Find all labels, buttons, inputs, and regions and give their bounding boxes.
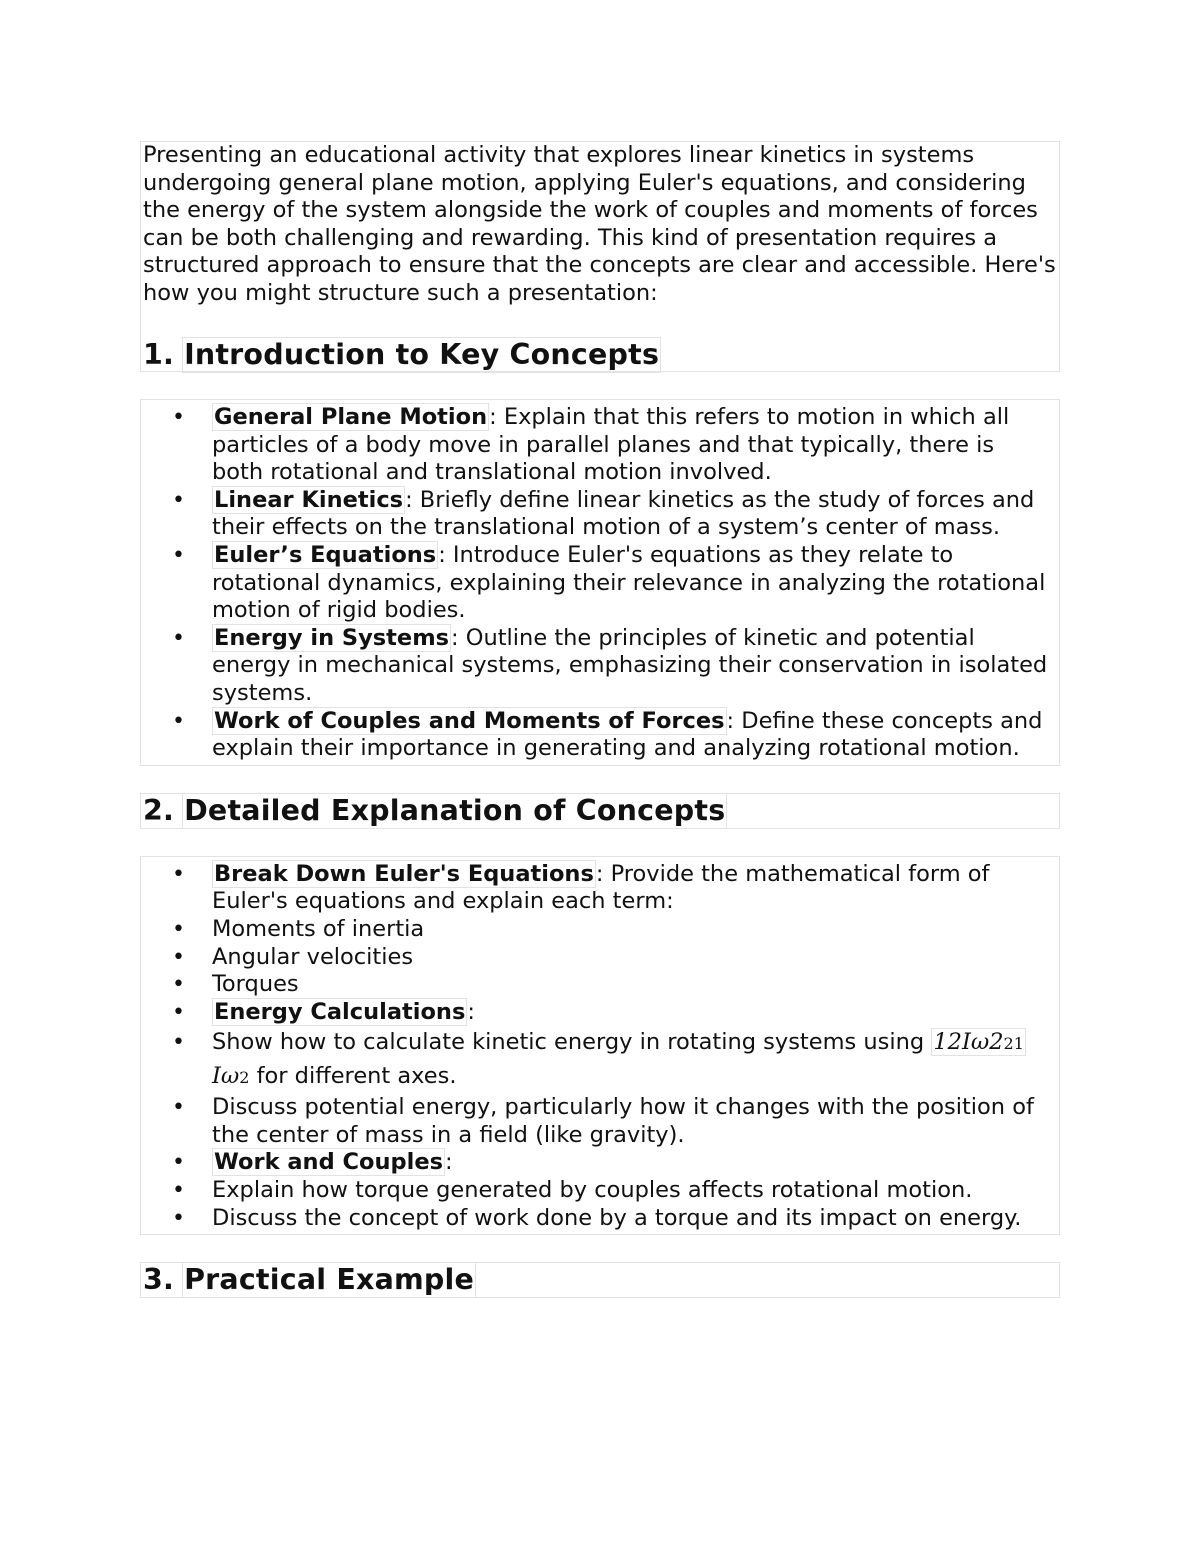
term-work-of-couples: Work of Couples and Moments of Forces — [214, 707, 725, 734]
section-2-list-box — [140, 856, 1060, 1236]
kinetic-energy-formula — [931, 1028, 1026, 1056]
item-text: : Outline the principles of kinetic and potential energy in mechanical systems, emphasizing their conservation in isolated systems. — [212, 624, 1048, 706]
item-text: Show how to calculate kinetic energy in rotating systems using — [212, 1029, 932, 1056]
term-linear-kinetics: Linear Kinetics — [214, 486, 404, 513]
section-2-number: 2. — [143, 793, 175, 827]
list-item — [212, 1149, 1049, 1177]
list-item — [212, 404, 1049, 487]
section-2-title: Detailed Explanation of Concepts — [184, 793, 726, 827]
list-item: • Angular velocities — [212, 944, 1049, 972]
formula-sub-2: 2 — [239, 1068, 250, 1088]
kinetic-energy-formula-2 — [212, 1063, 249, 1089]
list-item — [212, 708, 1049, 763]
list-item: • Torques — [212, 971, 1049, 999]
item-text: : Briefly define linear kinetics as the study of forces and their effects on the translational motion of a system’s center of mass. — [212, 486, 1035, 541]
list-item — [212, 542, 1049, 625]
document-page — [140, 141, 1060, 1298]
list-item — [212, 1026, 1049, 1094]
item-text: : — [444, 1149, 453, 1176]
term-break-down-eulers-equations: Break Down Euler's Equations — [214, 860, 594, 887]
section-1-list — [176, 400, 1059, 765]
list-item: • Explain how torque generated by couples affects rotational motion. — [212, 1177, 1049, 1205]
term-eulers-equations: Euler’s Equations — [214, 541, 437, 568]
term-energy-in-systems: Energy in Systems — [214, 624, 450, 651]
section-2-list — [176, 857, 1059, 1235]
item-text-after: for different axes. — [249, 1063, 457, 1090]
section-1-heading — [143, 337, 1057, 373]
formula-main-2: Iω — [212, 1063, 240, 1090]
item-text: : Introduce Euler's equations as they relate to rotational dynamics, explaining their relevance in analyzing the rotational motion of rigid bodies. — [212, 541, 1046, 624]
section-1-number: 1. — [143, 337, 175, 371]
list-item: • Discuss the concept of work done by a torque and its impact on energy. — [212, 1205, 1049, 1233]
formula-sub: 21 — [1003, 1034, 1024, 1054]
section-3-title: Practical Example — [184, 1263, 475, 1297]
intro-block — [140, 141, 1060, 372]
section-2-heading — [140, 793, 1060, 829]
list-item — [212, 999, 1049, 1027]
list-item — [212, 487, 1049, 542]
item-text: : Define these concepts and explain their importance in generating and analyzing rotational motion. — [212, 707, 1043, 762]
section-3-heading — [140, 1262, 1060, 1298]
list-item — [212, 861, 1049, 916]
section-1-list-box — [140, 399, 1060, 766]
list-item — [212, 625, 1049, 708]
term-general-plane-motion: General Plane Motion — [214, 404, 488, 430]
item-text: : — [467, 998, 475, 1025]
item-text: : Explain that this refers to motion in which all particles of a body move in parallel planes and that typically, there is both rotational and translational motion involved. — [212, 404, 1010, 486]
formula-main: 12Iω2 — [933, 1029, 1004, 1056]
term-work-and-couples: Work and Couples — [214, 1149, 443, 1176]
section-3-number: 3. — [143, 1263, 175, 1297]
intro-paragraph: Presenting an educational activity that explores linear kinetics in systems undergoing general plane motion, applying Euler's equations, and considering the energy of the system alongside the work of couples and moments of forces can be both challenging and rewarding. This kind of presentation requires a structured approach to ensure that the concepts are clear and accessible. Here's how you might structure such a presentation: — [143, 142, 1056, 306]
list-item: • Discuss potential energy, particularly how it changes with the position of the center of mass in a field (like gravity). — [212, 1094, 1049, 1149]
item-text: : Provide the mathematical form of Euler's equations and explain each term: — [212, 860, 990, 915]
term-energy-calculations: Energy Calculations — [214, 998, 466, 1025]
section-1-title: Introduction to Key Concepts — [184, 337, 660, 371]
list-item: • Moments of inertia — [212, 916, 1049, 944]
